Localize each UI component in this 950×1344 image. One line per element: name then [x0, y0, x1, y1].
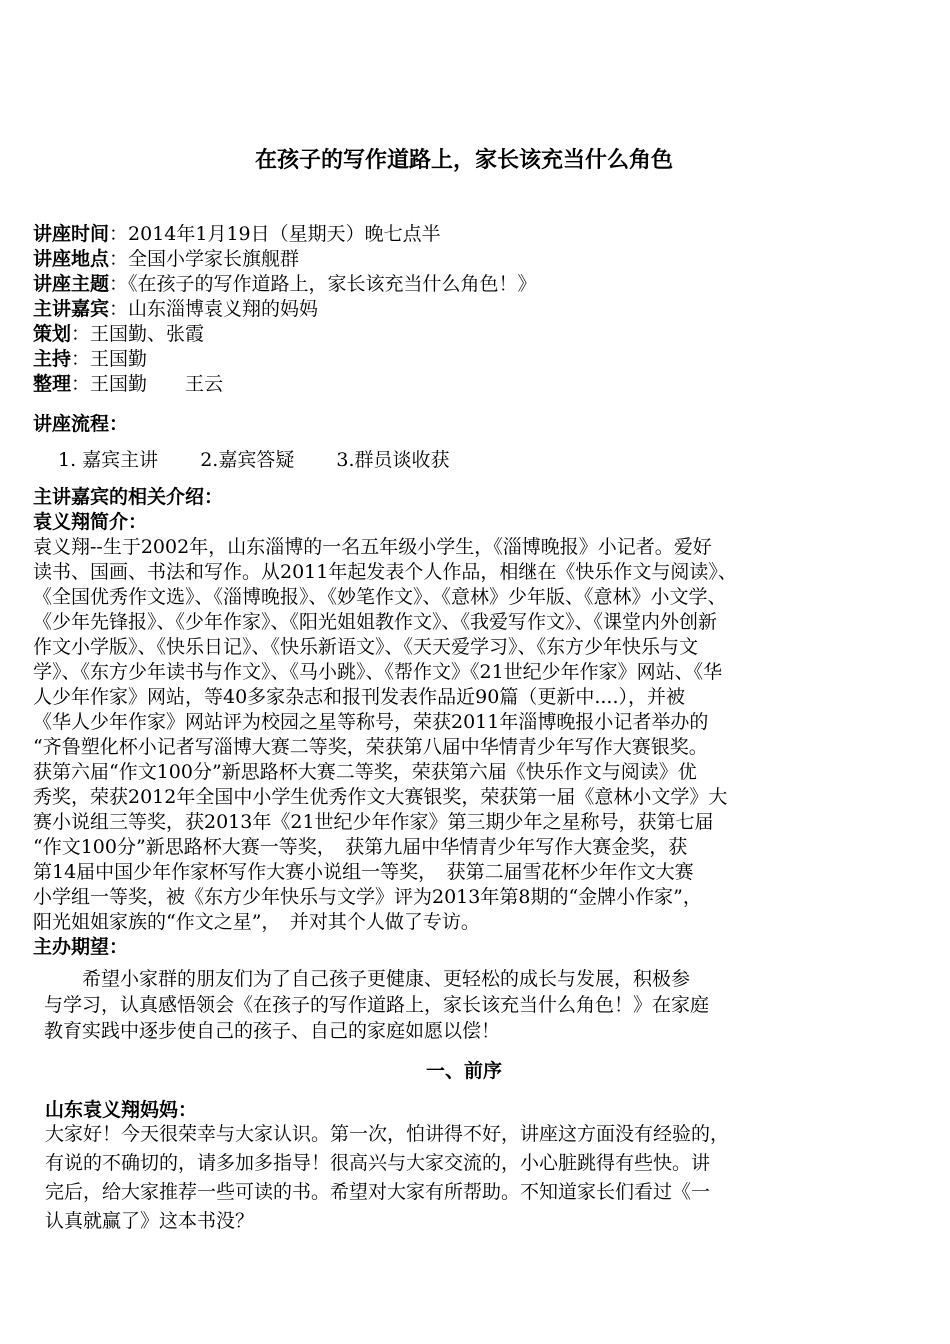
info-label: 主讲嘉宾 — [33, 298, 110, 320]
info-label: 讲座地点 — [33, 248, 110, 270]
bio-heading: 袁义翔简介： — [33, 511, 148, 533]
bio-line: 秀奖，荣获2012年全国中小学生优秀作文大赛银奖，荣获第一届《意林小文学》大 — [33, 786, 728, 808]
bio-line: 读书、国画、书法和写作。从2011年起发表个人作品，相继在《快乐作文与阅读》、 — [33, 561, 737, 583]
bio-line: 阳光姐姐家族的“作文之星”， 并对其个人做了专访。 — [33, 911, 480, 933]
info-label: 讲座时间 — [33, 223, 110, 245]
info-value: 王国勤、张霞 — [90, 323, 205, 345]
bio-line: 获第六届“作文100分”新思路杯大赛二等奖，荣获第六届《快乐作文与阅读》优 — [33, 761, 697, 783]
info-row-place — [33, 247, 913, 272]
bio-line: 《华人少年作家》网站评为校园之星等称号，荣获2011年淄博晚报小记者举办的 — [33, 711, 709, 733]
speech-line: 有说的不确切的，请多加多指导！很高兴与大家交流的，小心脏跳得有些快。讲 — [45, 1152, 711, 1174]
flow-item: 2.嘉宾答疑 — [200, 449, 295, 471]
info-row-topic — [33, 272, 913, 297]
hope-line: 与学习，认真感悟领会《在孩子的写作道路上，家长该充当什么角色！》在家庭 — [44, 994, 710, 1016]
flow-items — [58, 447, 486, 473]
bio-line: 《全国优秀作文选》、《淄博晚报》、《妙笔作文》、《意林》少年版、《意林》小文学、 — [33, 586, 727, 608]
info-row-host — [33, 347, 913, 372]
bio-line: 人少年作家》网站，等40多家杂志和报刊发表作品近90篇（更新中....），并被 — [33, 686, 686, 708]
info-sep: ： — [109, 248, 129, 270]
lecture-info — [33, 222, 913, 397]
speech-line: 完后，给大家推荐一些可读的书。希望对大家有所帮助。不知道家长们看过《一 — [45, 1181, 711, 1203]
info-value: 全国小学家长旗舰群 — [128, 248, 300, 270]
bio-line: 学》、《东方少年读书与作文》、《马小跳》、《帮作文》《21世纪少年作家》网站、《华 — [33, 661, 723, 683]
hope-line: 教育实践中逐步使自己的孩子、自己的家庭如愿以偿！ — [44, 1020, 501, 1042]
speaker-heading: 山东袁义翔妈妈： — [45, 1099, 198, 1121]
bio-line: “作文100分”新思路杯大赛一等奖， 获第九届中华情青少年写作大赛金奖，获 — [33, 836, 688, 858]
info-row-planning — [33, 322, 913, 347]
flow-heading: 讲座流程： — [33, 413, 129, 435]
info-value: 王国勤 王云 — [90, 373, 224, 395]
info-sep: ： — [71, 373, 91, 395]
info-value: 《在孩子的写作道路上，家长该充当什么角色！》 — [128, 273, 537, 295]
info-row-editor — [33, 372, 913, 397]
flow-item: 3.群员谈收获 — [336, 449, 450, 471]
info-label: 策划 — [33, 323, 72, 345]
speech-line: 认真就赢了》这本书没？ — [45, 1210, 255, 1232]
bio-paragraph — [33, 535, 913, 935]
info-row-guest — [33, 297, 913, 322]
bio-line: 作文小学版》、《快乐日记》、《快乐新语文》、《天天爱学习》、《东方少年快乐与文 — [33, 636, 699, 658]
info-label: 主持 — [33, 348, 72, 370]
info-value: 山东淄博袁义翔的妈妈 — [128, 298, 319, 320]
speech-paragraph — [45, 1120, 915, 1236]
info-sep: ： — [109, 298, 129, 320]
info-value: 王国勤 — [90, 348, 148, 370]
bio-line: 第14届中国少年作家杯写作大赛小说组一等奖， 获第二届雪花杯少年作文大赛 — [33, 861, 694, 883]
info-sep: ： — [71, 348, 91, 370]
section-title: 一、前序 — [425, 1060, 502, 1082]
info-label: 整理 — [33, 373, 72, 395]
bio-line: 《少年先锋报》、《少年作家》、《阳光姐姐教作文》、《我爱写作文》、《课堂内外创新 — [33, 611, 718, 633]
document-title: 在孩子的写作道路上，家长该充当什么角色 — [254, 148, 673, 173]
bio-line: 袁义翔--生于2002年，山东淄博的一名五年级小学生，《淄博晚报》小记者。爱好 — [33, 536, 712, 558]
hope-line: 希望小家群的朋友们为了自己孩子更健康、更轻松的成长与发展，积极参 — [44, 968, 691, 990]
flow-item: 1. 嘉宾主讲 — [58, 449, 159, 471]
info-sep: ： — [109, 273, 129, 295]
bio-line: “齐鲁塑化杯小记者写淄博大赛二等奖，荣获第八届中华情青少年写作大赛银奖。 — [33, 736, 708, 758]
guest-heading: 主讲嘉宾的相关介绍： — [33, 486, 224, 508]
hope-paragraph — [44, 966, 914, 1044]
info-sep: ： — [109, 223, 129, 245]
info-row-time — [33, 222, 913, 247]
bio-line: 小学组一等奖，被《东方少年快乐与文学》评为2013年第8期的“金牌小作家”， — [33, 886, 702, 908]
bio-line: 赛小说组三等奖，获2013年《21世纪少年作家》第三期少年之星称号，获第七届 — [33, 811, 714, 833]
info-label: 讲座主题 — [33, 273, 110, 295]
speech-line: 大家好！今天很荣幸与大家认识。第一次，怕讲得不好，讲座这方面没有经验的， — [45, 1123, 730, 1145]
organizer-heading: 主办期望： — [33, 936, 129, 958]
info-sep: ： — [71, 323, 91, 345]
info-value: 2014年1月19日（星期天）晚七点半 — [128, 223, 441, 245]
